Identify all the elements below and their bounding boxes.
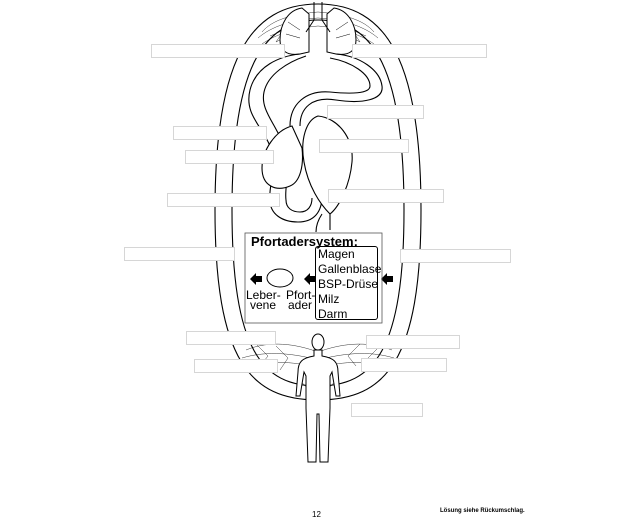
organ-label: BSP-Drüse xyxy=(318,277,379,291)
label-blank-2[interactable] xyxy=(352,44,487,58)
arrow-left-3 xyxy=(381,273,393,285)
organ-label: Milz xyxy=(318,292,340,306)
label-blank-12[interactable] xyxy=(366,335,460,349)
label-blank-13[interactable] xyxy=(194,359,278,373)
label-blank-1[interactable] xyxy=(151,44,285,58)
liver-oval xyxy=(267,269,293,287)
label-blank-5[interactable] xyxy=(319,139,409,153)
label-blank-8[interactable] xyxy=(167,193,280,207)
label-blank-14[interactable] xyxy=(361,358,447,372)
lung-capillaries xyxy=(258,12,378,48)
organ-label: Gallenblase xyxy=(318,262,382,276)
label-blank-4[interactable] xyxy=(173,126,267,140)
lungs xyxy=(280,2,356,54)
solution-note: Lösung siehe Rückumschlag. xyxy=(440,508,525,514)
leber-vene-line-2: vene xyxy=(250,298,277,312)
organ-label: Magen xyxy=(318,247,355,261)
pfort-ader-line-2: ader xyxy=(288,298,313,312)
label-blank-6[interactable] xyxy=(185,150,274,164)
label-blank-15[interactable] xyxy=(351,403,423,417)
leber-vene-line-1: Leber- xyxy=(246,288,281,302)
pfortader-title: Pfortadersystem: xyxy=(251,234,358,249)
label-blank-11[interactable] xyxy=(186,331,276,345)
human-figure xyxy=(296,334,340,462)
label-blank-3[interactable] xyxy=(327,105,424,119)
label-blank-9[interactable] xyxy=(124,247,235,261)
label-blank-10[interactable] xyxy=(400,249,511,263)
page-number: 12 xyxy=(312,510,321,519)
label-blank-7[interactable] xyxy=(328,189,444,203)
organ-label: Darm xyxy=(318,307,348,321)
arrow-left-1 xyxy=(250,273,262,285)
pfort-ader-line-1: Pfort- xyxy=(286,288,316,302)
